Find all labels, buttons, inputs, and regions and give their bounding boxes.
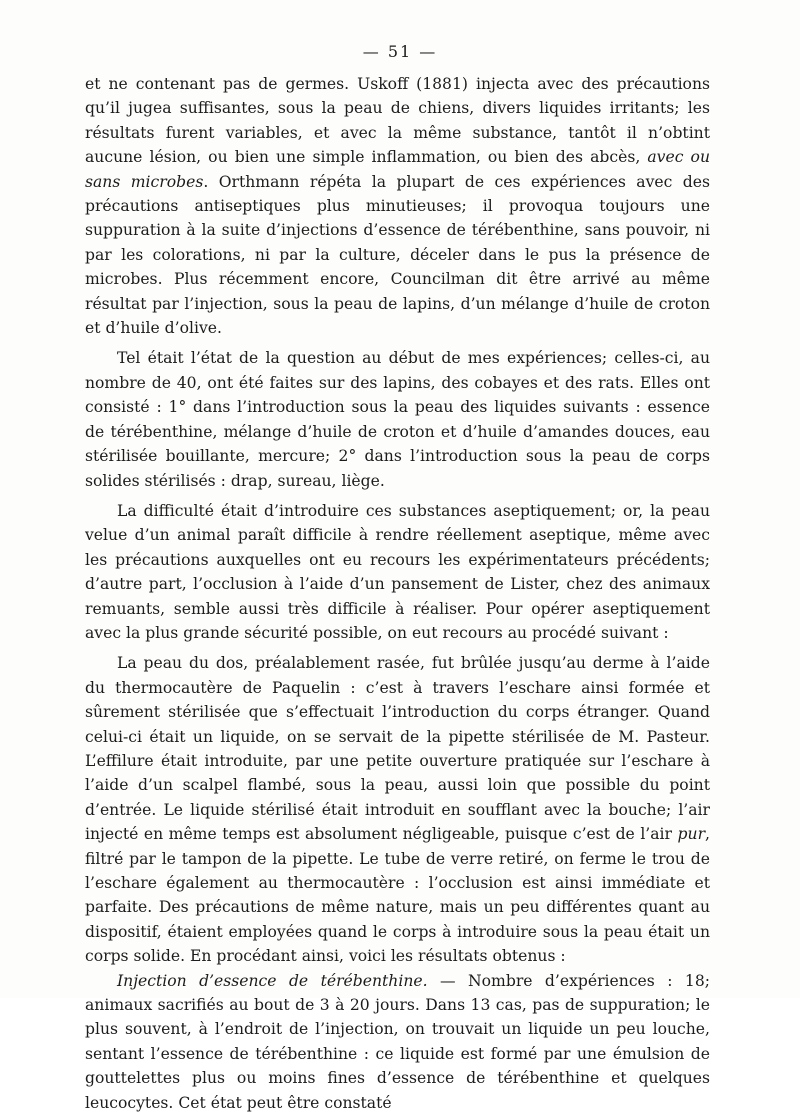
paragraph-1-italic-phrase: avec ou sans microbes bbox=[85, 148, 710, 191]
paragraph-3 bbox=[85, 499, 710, 645]
paragraph-1 bbox=[85, 72, 710, 340]
paragraph-3-text: La difficulté était d’introduire ces substances aseptiquement; or, la peau velue d’un animal paraît difficile à rendre réellement aseptique, même avec les précautions auxquelles ont eu recours les expérimentateurs précédents; d’autre part, l’occlusion à l’aide d’un pansement de Lister, chez des animaux remuants, semble aussi très difficile à réaliser. Pour opérer aseptiquement avec la plus grande sécurité possible, on eut recours au procédé suivant : bbox=[85, 501, 710, 642]
paragraph-1-text-b: . Orthmann répéta la plupart de ces expériences avec des précautions antiseptiques plus minutieuses; il provoqua toujours une suppuration à la suite d’injections d’essence de térébenthine, sans pouvoir, ni par les colorations, ni par la culture, déceler dans le pus la présence de microbes. Plus récemment encore, Councilman dit être arrivé au même résultat par l’injection, sous la peau de lapins, d’un mélange d’huile de croton et d’huile d’olive. bbox=[85, 172, 710, 338]
paragraph-1-text-a: et ne contenant pas de germes. Uskoff (1881) injecta avec des précautions qu’il jugea suffisantes, sous la peau de chiens, divers liquides irritants; les résultats furent variables, et avec la même substance, tantôt il n’obtint aucune lésion, ou bien une simple inflammation, ou bien des abcès, bbox=[85, 75, 710, 167]
paragraph-4-text-a: La peau du dos, préalablement rasée, fut brûlée jusqu’au derme à l’aide du thermocautère de Paquelin : c’est à travers l’eschare ainsi formée et sûrement stérilisée que s’effectuait l’introduction du corps étranger. Quand celui-ci était un liquide, on se servait de la pipette stérilisée de M. Pasteur. L’effilure était introduite, par une petite ouverture pratiquée sur l’eschare à l’aide d’un scalpel flambé, sous la peau, aussi loin que possible du point d’entrée. Le liquide stérilisé était introduit en soufflant avec la bouche; l’air injecté en même temps est absolument négligeable, puisque c’est de l’air bbox=[85, 654, 710, 844]
paragraph-4-italic-word: pur bbox=[677, 825, 706, 844]
paragraph-2 bbox=[85, 346, 710, 492]
paragraph-4-text-b: , filtré par le tampon de la pipette. Le tube de verre retiré, on ferme le trou de l’eschare également au thermocautère : l’occlusion est ainsi immédiate et parfaite. Des précautions de même nature, mais un peu différentes quant au dispositif, étaient employées quand le corps à introduire sous la peau était un corps solide. En procédant ainsi, voici les résultats obtenus : bbox=[85, 825, 710, 966]
paragraph-5-section-heading: Injection d’essence de térébenthine. bbox=[117, 971, 428, 990]
paragraph-4 bbox=[85, 651, 710, 968]
body-text bbox=[85, 72, 710, 1115]
paragraph-5 bbox=[85, 969, 710, 1115]
paragraph-2-text: Tel était l’état de la question au début de mes expériences; celles-ci, au nombre de 40, ont été faites sur des lapins, des cobayes et des rats. Elles ont consisté : 1° dans l’introduction sous la peau des liquides suivants : essence de térébenthine, mélange d’huile de croton et d’huile d’amandes douces, eau stérilisée bouillante, mercure; 2° dans l’introduction sous la peau de corps solides stérilisés : drap, sureau, liège. bbox=[85, 349, 710, 490]
paragraph-5-text: — Nombre d’expériences : 18; animaux sacrifiés au bout de 3 à 20 jours. Dans 13 cas, pas de suppuration; le plus souvent, à l’endroit de l’injection, on trouvait un liquide un peu louche, sentant l’essence de térébenthine : ce liquide est formé par une émulsion de gouttelettes plus ou moins fines d’essence de térébenthine et quelques leucocytes. Cet état peut être constaté bbox=[85, 971, 710, 1112]
page-number: — 51 — bbox=[362, 42, 438, 61]
